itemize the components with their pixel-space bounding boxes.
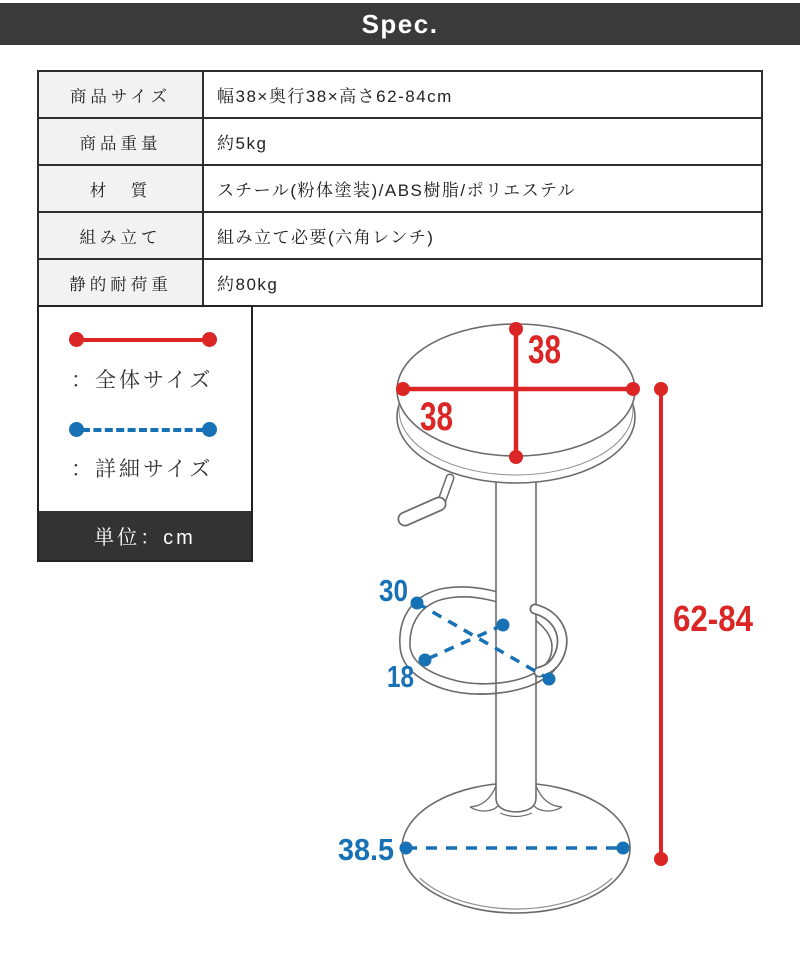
header-bar [0, 3, 800, 45]
footrest-width-label: 30 [379, 573, 408, 608]
stool-dimension-diagram [330, 300, 800, 940]
height-lever [405, 478, 450, 519]
table-row [38, 165, 762, 212]
base-diameter-label: 38.5 [338, 832, 394, 867]
unit-label: 単位：cm [94, 527, 196, 549]
page-title: Spec. [361, 8, 439, 39]
spec-table [37, 70, 763, 307]
red-solid-line-icon [82, 338, 204, 342]
blue-dashed-line-icon [82, 428, 204, 432]
table-row [38, 259, 762, 306]
row-label: 組み立て [38, 212, 203, 259]
detail-size-label: ：詳細サイズ [71, 458, 214, 481]
overall-size-label: ：全体サイズ [71, 369, 214, 392]
legend-box [37, 305, 253, 562]
row-value: 組み立て必要(六角レンチ) [203, 212, 762, 259]
seat-width-label: 38 [420, 395, 453, 439]
row-label: 静的耐荷重 [38, 259, 203, 306]
row-value: 幅38×奥行38×高さ62-84cm [203, 71, 762, 118]
detail-size-line-sample [69, 422, 217, 437]
seat-depth-label: 38 [528, 328, 561, 372]
footrest-depth-label: 18 [387, 659, 414, 694]
row-label: 商品重量 [38, 118, 203, 165]
table-row [38, 71, 762, 118]
overall-height-label: 62-84 [673, 598, 753, 639]
red-dot-icon [202, 332, 217, 347]
table-row [38, 118, 762, 165]
row-value: スチール(粉体塗装)/ABS樹脂/ポリエステル [203, 165, 762, 212]
unit-banner [39, 511, 251, 560]
height-dimension-mark [654, 382, 668, 866]
row-value: 約80kg [203, 259, 762, 306]
row-label: 材 質 [38, 165, 203, 212]
blue-dot-icon [202, 422, 217, 437]
table-row [38, 212, 762, 259]
row-label: 商品サイズ [38, 71, 203, 118]
footrest-end-tube [535, 609, 562, 672]
overall-size-line-sample [69, 332, 217, 347]
row-value: 約5kg [203, 118, 762, 165]
